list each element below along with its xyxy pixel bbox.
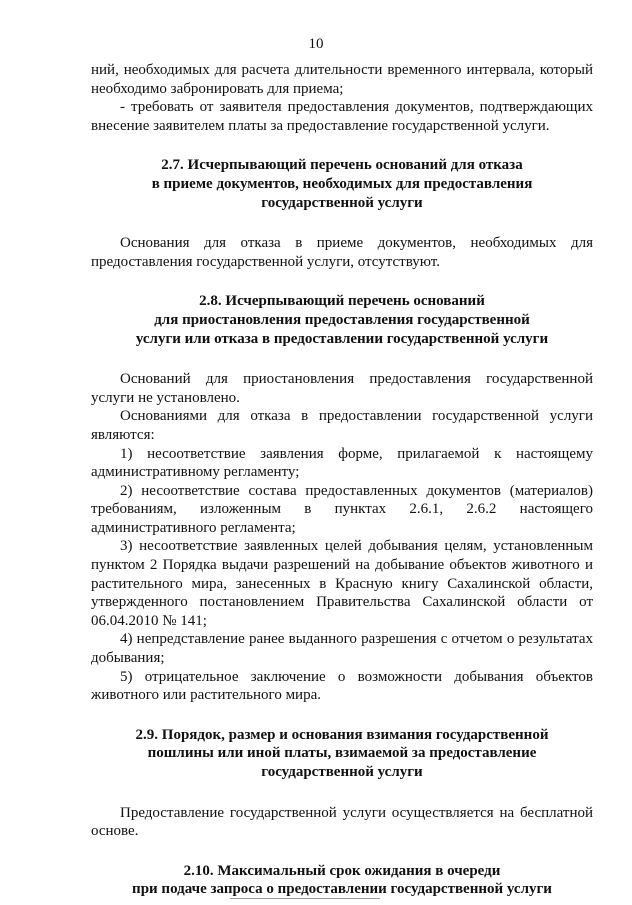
paragraph-requirement: - требовать от заявителя предоставления документов, подтверждающих внесение заявителем платы за предоставление государственной услуги. xyxy=(91,99,593,134)
heading-line: 2.9. Порядок, размер и основания взимания государственной xyxy=(135,726,549,743)
heading-line: 2.10. Максимальный срок ожидания в очереди xyxy=(183,862,501,879)
page-number: 10 xyxy=(308,36,324,52)
heading-line: государственной услуги xyxy=(261,194,423,211)
section-2-10-heading xyxy=(91,862,593,899)
bottom-edge-mark xyxy=(230,898,380,899)
list-item: 4) непредставление ранее выданного разрешения с отчетом о результатах добывания; xyxy=(91,631,593,667)
section-2-7-text: Основания для отказа в приеме документов, необходимых для предоставления государственной услуги, отсутствуют. xyxy=(91,235,593,270)
heading-line: государственной услуги xyxy=(261,764,423,780)
section-2-8-paragraph: Оснований для приостановления предоставления государственной услуги не установлено. xyxy=(91,371,593,406)
list-item: 1) несоответствие заявления форме, прилагаемой к настоящему административному регламенту; xyxy=(91,445,593,481)
list-item: 2) несоответствие состава предоставленных документов (материалов) требованиям, изложенным в пунктах 2.6.1, 2.6.2 настоящего административного регламента; xyxy=(91,482,593,536)
section-2-7-heading xyxy=(91,156,593,212)
section-2-8-heading xyxy=(91,292,593,348)
heading-line: в приеме документов, необходимых для предоставления xyxy=(151,175,533,192)
list-item: 5) отрицательное заключение о возможности добывания объектов животного или растительного мира. xyxy=(91,668,593,704)
heading-line: пошлины или иной платы, взимаемой за предоставление xyxy=(147,745,537,762)
heading-line: при подаче запроса о предоставлении государственной услуги xyxy=(132,881,552,898)
section-2-9-text: Предоставление государственной услуги осуществляется на бесплатной основе. xyxy=(91,804,593,840)
heading-line: для приостановления предоставления государственной xyxy=(154,311,530,328)
heading-line: 2.8. Исчерпывающий перечень оснований xyxy=(199,293,485,310)
paragraph-continuation: ний, необходимых для расчета длительности временного интервала, который необходимо забронировать для приема; xyxy=(91,62,593,97)
section-2-9-heading xyxy=(91,726,593,782)
heading-line: 2.7. Исчерпывающий перечень оснований для отказа xyxy=(161,157,523,174)
section-2-8-paragraph: Основаниями для отказа в предоставлении государственной услуги являются: xyxy=(91,408,593,443)
heading-line: услуги или отказа в предоставлении государственной услуги xyxy=(135,330,549,347)
document-body xyxy=(91,61,593,899)
list-item: 3) несоответствие заявленных целей добывания целям, установленным пунктом 2 Порядка выдачи разрешений на добывание объектов животного и растительного мира, занесенных в Красную книгу Сахалинской области, утвержденного постановлением Правительства Сахалинской области от 06.04.2010 № 141; xyxy=(91,538,593,629)
